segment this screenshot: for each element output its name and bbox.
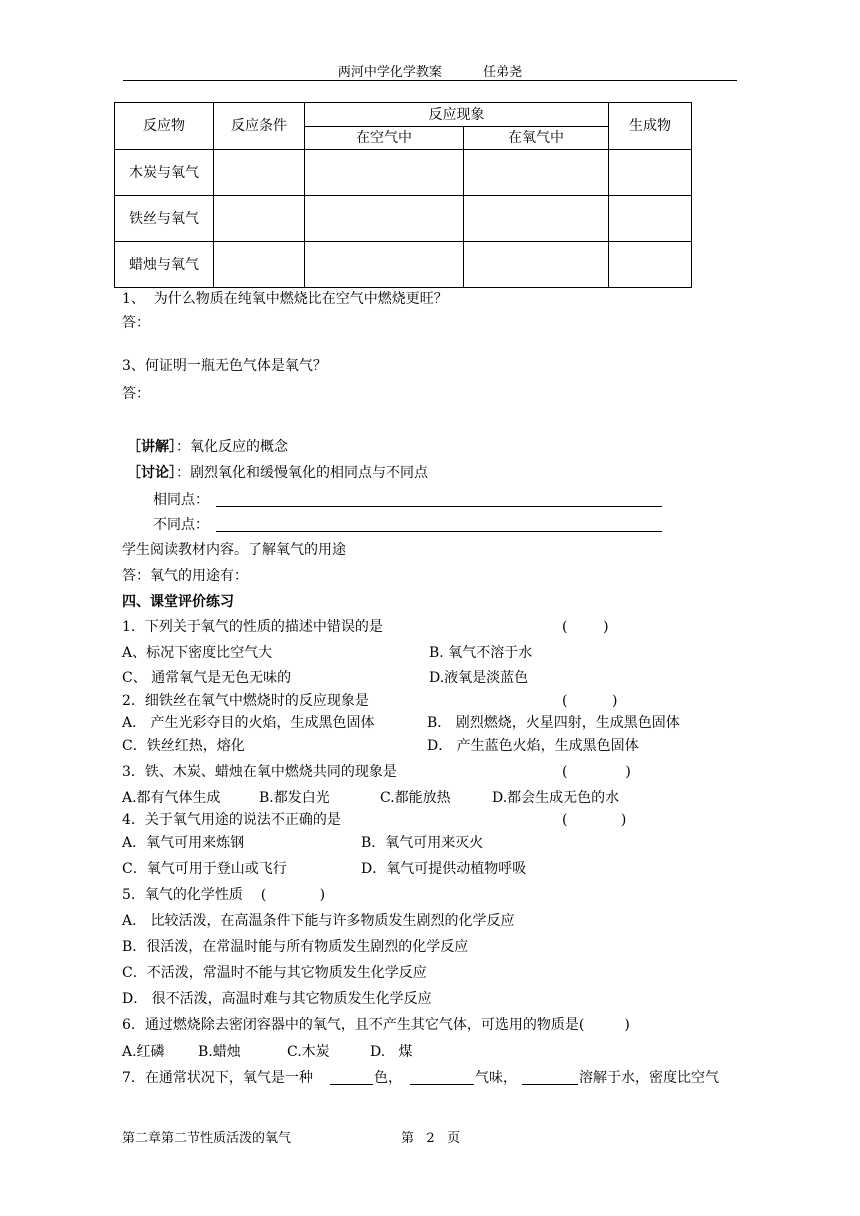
question-3: 3、何证明一瓶无色气体是氧气？ [122,358,327,374]
lecture-text: ：氧化反应的概念 [176,439,288,455]
footer-chapter: 第二章第二节性质活泼的氧气 [122,1131,292,1146]
option-b: B.蜡烛 [198,1044,241,1060]
exercise-5-stem: 5．氧气的化学性质 ( ) [122,887,326,903]
exercise-7-part3: 气味， [475,1070,517,1086]
uses-answer: 答：氧气的用途有： [122,568,248,584]
exercise-3-stem: 3．铁、木炭、蜡烛在氧中燃烧共同的现象是 [122,764,397,780]
section-title: 四、课堂评价练习 [122,594,234,610]
exercise-7-part1: 7．在通常状况下，氧气是一种 [122,1070,313,1086]
option-b: B． 剧烈燃烧，火星四射，生成黑色固体 [427,715,680,731]
table-row [115,242,692,288]
lecture-line [127,440,288,454]
table-cell [464,196,609,242]
option-d: D． 产生蓝色火焰，生成黑色固体 [427,738,639,754]
table-cell [609,196,692,242]
option-a: A． 比较活泼，在高温条件下能与许多物质发生剧烈的化学反应 [122,913,515,929]
answer-label: 答： [122,386,150,402]
row-label: 蜡烛与氧气 [115,242,214,288]
table-cell [214,242,305,288]
th-in-air: 在空气中 [305,127,464,150]
option-a: A．氧气可用来炼钢 [122,835,245,851]
reading-instruction: 学生阅读教材内容。了解氧气的用途 [122,542,346,558]
row-label: 铁丝与氧气 [115,196,214,242]
table-cell [214,150,305,196]
option-d: D.液氧是淡蓝色 [429,670,529,686]
option-a: A.红磷 [122,1044,165,1060]
page-header: 两河中学化学教案 任弟尧 [337,65,523,80]
table-cell [305,196,464,242]
table-cell [609,242,692,288]
option-c: C．铁丝红热，熔化 [122,738,245,754]
option-b: B．很活泼，在常温时能与所有物质发生剧烈的化学反应 [122,939,469,955]
th-in-oxygen: 在氧气中 [464,127,609,150]
table-cell [305,242,464,288]
question-1: 1、 为什么物质在纯氧中燃烧比在空气中燃烧更旺？ [122,291,448,307]
exercise-2-stem: 2．细铁丝在氧气中燃烧时的反应现象是 [122,693,369,709]
same-points-blank [216,506,662,507]
table-cell [464,242,609,288]
answer-parens: ( ) [562,764,631,780]
answer-parens: ( ) [562,619,609,635]
option-b: B. 氧气不溶于水 [429,645,533,661]
lecture-tag: ［讲解］ [127,439,176,455]
reaction-table [114,102,692,288]
option-b: B．氧气可用来灭火 [361,835,484,851]
answer-parens: ( ) [562,812,627,828]
option-c: C．不活泼，常温时不能与其它物质发生化学反应 [122,965,427,981]
discussion-text: ：剧烈氧化和缓慢氧化的相同点与不同点 [176,465,428,481]
table-cell [609,150,692,196]
diff-points-label: 不同点： [153,517,209,533]
table-cell [214,196,305,242]
table-row [115,150,692,196]
option-b: B.都发白光 [259,790,330,806]
option-c: C.都能放热 [380,790,451,806]
option-a: A.都有气体生成 [122,790,221,806]
option-c: C.木炭 [287,1044,330,1060]
discussion-line [127,466,428,480]
table-row [115,196,692,242]
fill-blank [522,1084,578,1085]
option-c: C．氧气可用于登山或飞行 [122,861,287,877]
exercise-7-part4: 溶解于水，密度比空气 [579,1070,719,1086]
th-reactant: 反应物 [115,103,214,150]
answer-parens: ( ) [562,693,618,709]
header-rule [123,80,737,81]
row-label: 木炭与氧气 [115,150,214,196]
exercise-1-stem: 1．下列关于氧气的性质的描述中错误的是 [122,619,383,635]
discussion-tag: ［讨论］ [127,465,176,481]
th-condition: 反应条件 [214,103,305,150]
answer-label: 答： [122,315,150,331]
fill-blank [410,1084,474,1085]
diff-points-blank [216,531,662,532]
th-phenomenon: 反应现象 [305,103,609,127]
fill-blank [330,1084,373,1085]
option-a: A、标况下密度比空气大 [122,645,273,661]
option-a: A． 产生光彩夺目的火焰，生成黑色固体 [122,715,375,731]
th-product: 生成物 [609,103,692,150]
option-d: D. 煤 [370,1044,413,1060]
option-c: C、 通常氧气是无色无味的 [122,670,292,686]
option-d: D．氧气可提供动植物呼吸 [361,861,527,877]
exercise-4-stem: 4．关于氧气用途的说法不正确的是 [122,812,341,828]
page-number: 第 2 页 [401,1131,461,1146]
table-cell [464,150,609,196]
exercise-6-stem: 6．通过燃烧除去密闭容器中的氧气，且不产生其它气体，可选用的物质是( ) [122,1017,630,1033]
option-d: D.都会生成无色的水 [492,790,620,806]
option-d: D． 很不活泼，高温时难与其它物质发生化学反应 [122,991,432,1007]
exercise-7-part2: 色， [374,1070,402,1086]
same-points-label: 相同点： [153,492,209,508]
table-cell [305,150,464,196]
